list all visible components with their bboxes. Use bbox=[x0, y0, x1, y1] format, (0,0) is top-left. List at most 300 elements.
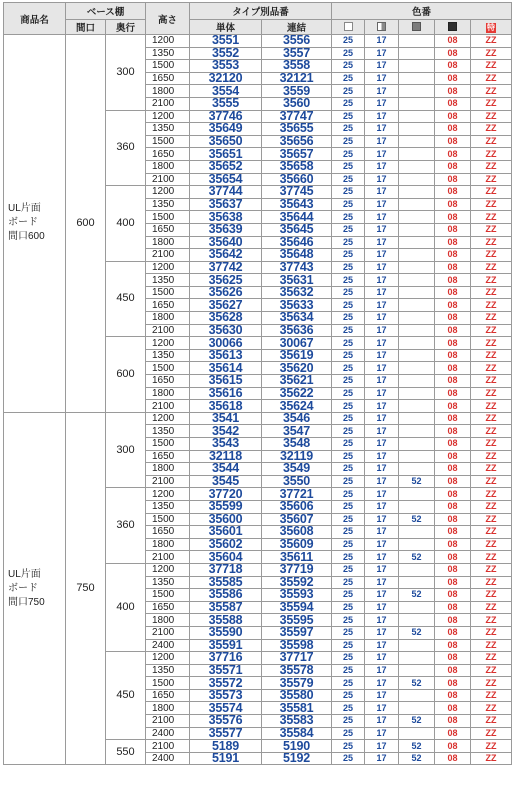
color-special-cell: ZZ bbox=[471, 513, 512, 526]
white-swatch-icon bbox=[344, 22, 353, 31]
color-gray-cell bbox=[399, 362, 435, 375]
linked-code-cell: 35621 bbox=[262, 375, 332, 388]
color-half-cell: 17 bbox=[365, 752, 399, 765]
color-dark-cell: 08 bbox=[435, 563, 471, 576]
linked-code-cell: 35636 bbox=[262, 324, 332, 337]
color-white-cell: 25 bbox=[332, 639, 365, 652]
color-special-cell: ZZ bbox=[471, 299, 512, 312]
height-cell: 1200 bbox=[146, 563, 190, 576]
color-special-cell: ZZ bbox=[471, 652, 512, 665]
single-code-cell: 35586 bbox=[190, 589, 262, 602]
height-cell: 1650 bbox=[146, 223, 190, 236]
color-white-cell: 25 bbox=[332, 400, 365, 413]
single-code-cell: 35616 bbox=[190, 387, 262, 400]
height-cell: 1650 bbox=[146, 526, 190, 539]
height-cell: 1500 bbox=[146, 362, 190, 375]
single-code-cell: 35614 bbox=[190, 362, 262, 375]
linked-code-cell: 35632 bbox=[262, 286, 332, 299]
color-white-cell: 25 bbox=[332, 274, 365, 287]
height-cell: 1200 bbox=[146, 110, 190, 123]
height-cell: 1800 bbox=[146, 702, 190, 715]
height-cell: 2100 bbox=[146, 249, 190, 262]
header-type-codes: タイプ別品番 bbox=[190, 3, 332, 20]
table-row bbox=[4, 412, 512, 425]
linked-code-cell: 35619 bbox=[262, 349, 332, 362]
color-gray-cell bbox=[399, 312, 435, 325]
color-gray-cell bbox=[399, 47, 435, 60]
color-gray-cell bbox=[399, 702, 435, 715]
color-dark-cell: 08 bbox=[435, 538, 471, 551]
color-gray-cell bbox=[399, 412, 435, 425]
color-special-cell: ZZ bbox=[471, 475, 512, 488]
color-gray-cell bbox=[399, 601, 435, 614]
linked-code-cell: 35606 bbox=[262, 500, 332, 513]
single-code-cell: 32118 bbox=[190, 450, 262, 463]
color-gray-cell bbox=[399, 450, 435, 463]
color-half-cell: 17 bbox=[365, 677, 399, 690]
linked-code-cell: 35580 bbox=[262, 689, 332, 702]
color-gray-cell bbox=[399, 375, 435, 388]
color-dark-cell: 08 bbox=[435, 526, 471, 539]
height-cell: 2100 bbox=[146, 626, 190, 639]
height-cell: 1800 bbox=[146, 85, 190, 98]
color-special-cell: ZZ bbox=[471, 72, 512, 85]
single-code-cell: 35618 bbox=[190, 400, 262, 413]
single-code-cell: 3554 bbox=[190, 85, 262, 98]
color-gray-cell bbox=[399, 236, 435, 249]
height-cell: 1650 bbox=[146, 72, 190, 85]
color-white-cell: 25 bbox=[332, 551, 365, 564]
color-white-cell: 25 bbox=[332, 500, 365, 513]
color-dark-cell: 08 bbox=[435, 85, 471, 98]
color-half-cell: 17 bbox=[365, 198, 399, 211]
single-code-cell: 35613 bbox=[190, 349, 262, 362]
single-code-cell: 35642 bbox=[190, 249, 262, 262]
height-cell: 1650 bbox=[146, 601, 190, 614]
height-cell: 1800 bbox=[146, 160, 190, 173]
color-dark-cell: 08 bbox=[435, 375, 471, 388]
height-cell: 2100 bbox=[146, 324, 190, 337]
product-code-table-container bbox=[3, 2, 511, 765]
color-dark-cell: 08 bbox=[435, 123, 471, 136]
color-white-cell: 25 bbox=[332, 677, 365, 690]
linked-code-cell: 37743 bbox=[262, 261, 332, 274]
width-cell: 750 bbox=[66, 412, 106, 765]
color-white-cell: 25 bbox=[332, 727, 365, 740]
color-half-cell: 17 bbox=[365, 412, 399, 425]
color-special-cell: ZZ bbox=[471, 689, 512, 702]
color-special-cell: ZZ bbox=[471, 664, 512, 677]
single-code-cell: 35652 bbox=[190, 160, 262, 173]
color-white-cell: 25 bbox=[332, 488, 365, 501]
color-gray-cell bbox=[399, 425, 435, 438]
color-white-cell: 25 bbox=[332, 286, 365, 299]
color-special-cell: ZZ bbox=[471, 500, 512, 513]
height-cell: 1200 bbox=[146, 35, 190, 48]
color-gray-cell bbox=[399, 387, 435, 400]
color-dark-cell: 08 bbox=[435, 160, 471, 173]
single-code-cell: 35640 bbox=[190, 236, 262, 249]
color-white-cell: 25 bbox=[332, 60, 365, 73]
color-special-cell: ZZ bbox=[471, 576, 512, 589]
color-gray-cell bbox=[399, 324, 435, 337]
height-cell: 1200 bbox=[146, 652, 190, 665]
linked-code-cell: 3548 bbox=[262, 438, 332, 451]
color-dark-cell: 08 bbox=[435, 727, 471, 740]
color-half-cell: 17 bbox=[365, 261, 399, 274]
color-white-cell: 25 bbox=[332, 324, 365, 337]
color-half-cell: 17 bbox=[365, 85, 399, 98]
header-depth: 奥行 bbox=[106, 20, 146, 35]
single-code-cell: 3542 bbox=[190, 425, 262, 438]
color-white-cell: 25 bbox=[332, 664, 365, 677]
height-cell: 1350 bbox=[146, 47, 190, 60]
linked-code-cell: 35644 bbox=[262, 211, 332, 224]
color-gray-cell bbox=[399, 274, 435, 287]
color-white-cell: 25 bbox=[332, 148, 365, 161]
color-half-cell: 17 bbox=[365, 614, 399, 627]
single-code-cell: 35573 bbox=[190, 689, 262, 702]
color-half-cell: 17 bbox=[365, 148, 399, 161]
color-half-cell: 17 bbox=[365, 526, 399, 539]
color-special-cell: ZZ bbox=[471, 387, 512, 400]
single-code-cell: 35650 bbox=[190, 135, 262, 148]
single-code-cell: 3545 bbox=[190, 475, 262, 488]
width-cell: 600 bbox=[66, 35, 106, 413]
color-gray-cell bbox=[399, 652, 435, 665]
color-half-cell: 17 bbox=[365, 299, 399, 312]
color-special-cell: ZZ bbox=[471, 186, 512, 199]
color-gray-cell bbox=[399, 614, 435, 627]
height-cell: 1350 bbox=[146, 425, 190, 438]
header-color-dark bbox=[435, 20, 471, 35]
color-dark-cell: 08 bbox=[435, 513, 471, 526]
color-white-cell: 25 bbox=[332, 689, 365, 702]
linked-code-cell: 35578 bbox=[262, 664, 332, 677]
linked-code-cell: 3546 bbox=[262, 412, 332, 425]
color-white-cell: 25 bbox=[332, 614, 365, 627]
color-white-cell: 25 bbox=[332, 123, 365, 136]
linked-code-cell: 37721 bbox=[262, 488, 332, 501]
color-white-cell: 25 bbox=[332, 261, 365, 274]
color-white-cell: 25 bbox=[332, 538, 365, 551]
single-code-cell: 37718 bbox=[190, 563, 262, 576]
linked-code-cell: 35645 bbox=[262, 223, 332, 236]
color-dark-cell: 08 bbox=[435, 677, 471, 690]
color-half-cell: 17 bbox=[365, 35, 399, 48]
height-cell: 1650 bbox=[146, 375, 190, 388]
color-white-cell: 25 bbox=[332, 425, 365, 438]
color-white-cell: 25 bbox=[332, 601, 365, 614]
height-cell: 1500 bbox=[146, 438, 190, 451]
color-special-cell: ZZ bbox=[471, 85, 512, 98]
color-special-cell: ZZ bbox=[471, 752, 512, 765]
header-color-codes: 色番 bbox=[332, 3, 512, 20]
color-white-cell: 25 bbox=[332, 198, 365, 211]
color-half-cell: 17 bbox=[365, 500, 399, 513]
color-dark-cell: 08 bbox=[435, 589, 471, 602]
color-white-cell: 25 bbox=[332, 97, 365, 110]
color-special-cell: ZZ bbox=[471, 47, 512, 60]
color-gray-cell bbox=[399, 538, 435, 551]
height-cell: 1650 bbox=[146, 148, 190, 161]
color-dark-cell: 08 bbox=[435, 349, 471, 362]
height-cell: 2100 bbox=[146, 173, 190, 186]
color-dark-cell: 08 bbox=[435, 438, 471, 451]
single-code-cell: 5191 bbox=[190, 752, 262, 765]
color-gray-cell: 52 bbox=[399, 626, 435, 639]
linked-code-cell: 35646 bbox=[262, 236, 332, 249]
color-gray-cell: 52 bbox=[399, 551, 435, 564]
color-special-cell: ZZ bbox=[471, 425, 512, 438]
color-gray-cell: 52 bbox=[399, 589, 435, 602]
color-white-cell: 25 bbox=[332, 337, 365, 350]
color-half-cell: 17 bbox=[365, 249, 399, 262]
table-body bbox=[4, 35, 512, 765]
height-cell: 1200 bbox=[146, 412, 190, 425]
color-half-cell: 17 bbox=[365, 425, 399, 438]
color-half-cell: 17 bbox=[365, 463, 399, 476]
color-dark-cell: 08 bbox=[435, 500, 471, 513]
color-gray-cell bbox=[399, 35, 435, 48]
linked-code-cell: 35611 bbox=[262, 551, 332, 564]
color-special-cell: ZZ bbox=[471, 450, 512, 463]
height-cell: 1800 bbox=[146, 387, 190, 400]
height-cell: 1200 bbox=[146, 488, 190, 501]
height-cell: 1800 bbox=[146, 538, 190, 551]
color-dark-cell: 08 bbox=[435, 286, 471, 299]
color-white-cell: 25 bbox=[332, 513, 365, 526]
linked-code-cell: 35579 bbox=[262, 677, 332, 690]
color-special-cell: ZZ bbox=[471, 563, 512, 576]
product-code-table bbox=[3, 2, 512, 765]
color-dark-cell: 08 bbox=[435, 324, 471, 337]
height-cell: 1500 bbox=[146, 286, 190, 299]
color-gray-cell bbox=[399, 349, 435, 362]
linked-code-cell: 35657 bbox=[262, 148, 332, 161]
color-white-cell: 25 bbox=[332, 236, 365, 249]
color-dark-cell: 08 bbox=[435, 752, 471, 765]
color-half-cell: 17 bbox=[365, 740, 399, 753]
height-cell: 1350 bbox=[146, 123, 190, 136]
height-cell: 1350 bbox=[146, 274, 190, 287]
height-cell: 2100 bbox=[146, 400, 190, 413]
color-special-cell: ZZ bbox=[471, 236, 512, 249]
single-code-cell: 35588 bbox=[190, 614, 262, 627]
linked-code-cell: 35660 bbox=[262, 173, 332, 186]
height-cell: 1200 bbox=[146, 186, 190, 199]
single-code-cell: 35649 bbox=[190, 123, 262, 136]
color-special-cell: ZZ bbox=[471, 97, 512, 110]
single-code-cell: 5189 bbox=[190, 740, 262, 753]
color-gray-cell bbox=[399, 97, 435, 110]
color-gray-cell bbox=[399, 463, 435, 476]
header-color-white bbox=[332, 20, 365, 35]
linked-code-cell: 3556 bbox=[262, 35, 332, 48]
header-width: 間口 bbox=[66, 20, 106, 35]
linked-code-cell: 3547 bbox=[262, 425, 332, 438]
single-code-cell: 37742 bbox=[190, 261, 262, 274]
color-gray-cell bbox=[399, 299, 435, 312]
color-special-cell: ZZ bbox=[471, 626, 512, 639]
color-special-cell: ZZ bbox=[471, 261, 512, 274]
single-code-cell: 35630 bbox=[190, 324, 262, 337]
linked-code-cell: 32121 bbox=[262, 72, 332, 85]
single-code-cell: 35637 bbox=[190, 198, 262, 211]
color-gray-cell bbox=[399, 72, 435, 85]
color-half-cell: 17 bbox=[365, 438, 399, 451]
single-code-cell: 35591 bbox=[190, 639, 262, 652]
color-half-cell: 17 bbox=[365, 72, 399, 85]
color-half-cell: 17 bbox=[365, 513, 399, 526]
product-name-cell: UL片面 ボード 間口600 bbox=[4, 35, 66, 413]
header-color-half bbox=[365, 20, 399, 35]
color-dark-cell: 08 bbox=[435, 261, 471, 274]
depth-cell: 300 bbox=[106, 35, 146, 111]
color-dark-cell: 08 bbox=[435, 337, 471, 350]
single-code-cell: 35654 bbox=[190, 173, 262, 186]
color-white-cell: 25 bbox=[332, 740, 365, 753]
color-dark-cell: 08 bbox=[435, 425, 471, 438]
linked-code-cell: 35634 bbox=[262, 312, 332, 325]
color-special-cell: ZZ bbox=[471, 702, 512, 715]
color-special-cell: ZZ bbox=[471, 601, 512, 614]
color-half-cell: 17 bbox=[365, 488, 399, 501]
height-cell: 1500 bbox=[146, 677, 190, 690]
color-special-cell: ZZ bbox=[471, 35, 512, 48]
header-color-special bbox=[471, 20, 512, 35]
color-gray-cell bbox=[399, 639, 435, 652]
height-cell: 1350 bbox=[146, 349, 190, 362]
single-code-cell: 35601 bbox=[190, 526, 262, 539]
color-white-cell: 25 bbox=[332, 35, 365, 48]
color-dark-cell: 08 bbox=[435, 400, 471, 413]
color-dark-cell: 08 bbox=[435, 135, 471, 148]
linked-code-cell: 35597 bbox=[262, 626, 332, 639]
color-white-cell: 25 bbox=[332, 563, 365, 576]
color-white-cell: 25 bbox=[332, 375, 365, 388]
linked-code-cell: 35584 bbox=[262, 727, 332, 740]
color-dark-cell: 08 bbox=[435, 639, 471, 652]
single-code-cell: 35571 bbox=[190, 664, 262, 677]
color-dark-cell: 08 bbox=[435, 223, 471, 236]
color-half-cell: 17 bbox=[365, 538, 399, 551]
linked-code-cell: 35624 bbox=[262, 400, 332, 413]
color-half-cell: 17 bbox=[365, 563, 399, 576]
color-white-cell: 25 bbox=[332, 160, 365, 173]
color-dark-cell: 08 bbox=[435, 664, 471, 677]
depth-cell: 360 bbox=[106, 488, 146, 564]
height-cell: 1350 bbox=[146, 576, 190, 589]
color-white-cell: 25 bbox=[332, 299, 365, 312]
single-code-cell: 32120 bbox=[190, 72, 262, 85]
linked-code-cell: 37747 bbox=[262, 110, 332, 123]
color-special-cell: ZZ bbox=[471, 538, 512, 551]
height-cell: 1650 bbox=[146, 689, 190, 702]
color-special-cell: ZZ bbox=[471, 286, 512, 299]
color-white-cell: 25 bbox=[332, 752, 365, 765]
color-half-cell: 17 bbox=[365, 324, 399, 337]
color-half-cell: 17 bbox=[365, 236, 399, 249]
linked-code-cell: 35658 bbox=[262, 160, 332, 173]
color-special-cell: ZZ bbox=[471, 135, 512, 148]
height-cell: 1200 bbox=[146, 337, 190, 350]
color-white-cell: 25 bbox=[332, 135, 365, 148]
height-cell: 2400 bbox=[146, 727, 190, 740]
header-product-name: 商品名 bbox=[4, 3, 66, 35]
linked-code-cell: 35581 bbox=[262, 702, 332, 715]
color-special-cell: ZZ bbox=[471, 337, 512, 350]
color-dark-cell: 08 bbox=[435, 249, 471, 262]
linked-code-cell: 35607 bbox=[262, 513, 332, 526]
linked-code-cell: 3557 bbox=[262, 47, 332, 60]
color-white-cell: 25 bbox=[332, 387, 365, 400]
color-half-cell: 17 bbox=[365, 715, 399, 728]
color-dark-cell: 08 bbox=[435, 173, 471, 186]
single-code-cell: 35602 bbox=[190, 538, 262, 551]
color-white-cell: 25 bbox=[332, 47, 365, 60]
color-dark-cell: 08 bbox=[435, 576, 471, 589]
color-white-cell: 25 bbox=[332, 463, 365, 476]
color-white-cell: 25 bbox=[332, 652, 365, 665]
color-half-cell: 17 bbox=[365, 689, 399, 702]
color-special-cell: ZZ bbox=[471, 589, 512, 602]
linked-code-cell: 35656 bbox=[262, 135, 332, 148]
color-gray-cell: 52 bbox=[399, 677, 435, 690]
color-white-cell: 25 bbox=[332, 186, 365, 199]
color-dark-cell: 08 bbox=[435, 72, 471, 85]
color-special-cell: ZZ bbox=[471, 60, 512, 73]
color-dark-cell: 08 bbox=[435, 35, 471, 48]
color-dark-cell: 08 bbox=[435, 740, 471, 753]
color-special-cell: ZZ bbox=[471, 223, 512, 236]
color-white-cell: 25 bbox=[332, 85, 365, 98]
linked-code-cell: 5192 bbox=[262, 752, 332, 765]
color-special-cell: ZZ bbox=[471, 198, 512, 211]
color-gray-cell bbox=[399, 261, 435, 274]
color-white-cell: 25 bbox=[332, 72, 365, 85]
depth-cell: 600 bbox=[106, 337, 146, 413]
linked-code-cell: 35622 bbox=[262, 387, 332, 400]
height-cell: 1350 bbox=[146, 664, 190, 677]
color-gray-cell bbox=[399, 400, 435, 413]
linked-code-cell: 35598 bbox=[262, 639, 332, 652]
single-code-cell: 35625 bbox=[190, 274, 262, 287]
color-gray-cell bbox=[399, 211, 435, 224]
linked-code-cell: 37719 bbox=[262, 563, 332, 576]
color-dark-cell: 08 bbox=[435, 551, 471, 564]
color-gray-cell bbox=[399, 488, 435, 501]
color-dark-cell: 08 bbox=[435, 299, 471, 312]
single-code-cell: 3543 bbox=[190, 438, 262, 451]
color-half-cell: 17 bbox=[365, 223, 399, 236]
color-dark-cell: 08 bbox=[435, 689, 471, 702]
height-cell: 1200 bbox=[146, 261, 190, 274]
color-gray-cell bbox=[399, 286, 435, 299]
linked-code-cell: 3550 bbox=[262, 475, 332, 488]
color-special-cell: ZZ bbox=[471, 375, 512, 388]
color-dark-cell: 08 bbox=[435, 702, 471, 715]
single-code-cell: 35639 bbox=[190, 223, 262, 236]
color-special-cell: ZZ bbox=[471, 740, 512, 753]
color-dark-cell: 08 bbox=[435, 614, 471, 627]
linked-code-cell: 35633 bbox=[262, 299, 332, 312]
color-half-cell: 17 bbox=[365, 47, 399, 60]
color-dark-cell: 08 bbox=[435, 715, 471, 728]
color-dark-cell: 08 bbox=[435, 198, 471, 211]
color-half-cell: 17 bbox=[365, 186, 399, 199]
linked-code-cell: 3549 bbox=[262, 463, 332, 476]
